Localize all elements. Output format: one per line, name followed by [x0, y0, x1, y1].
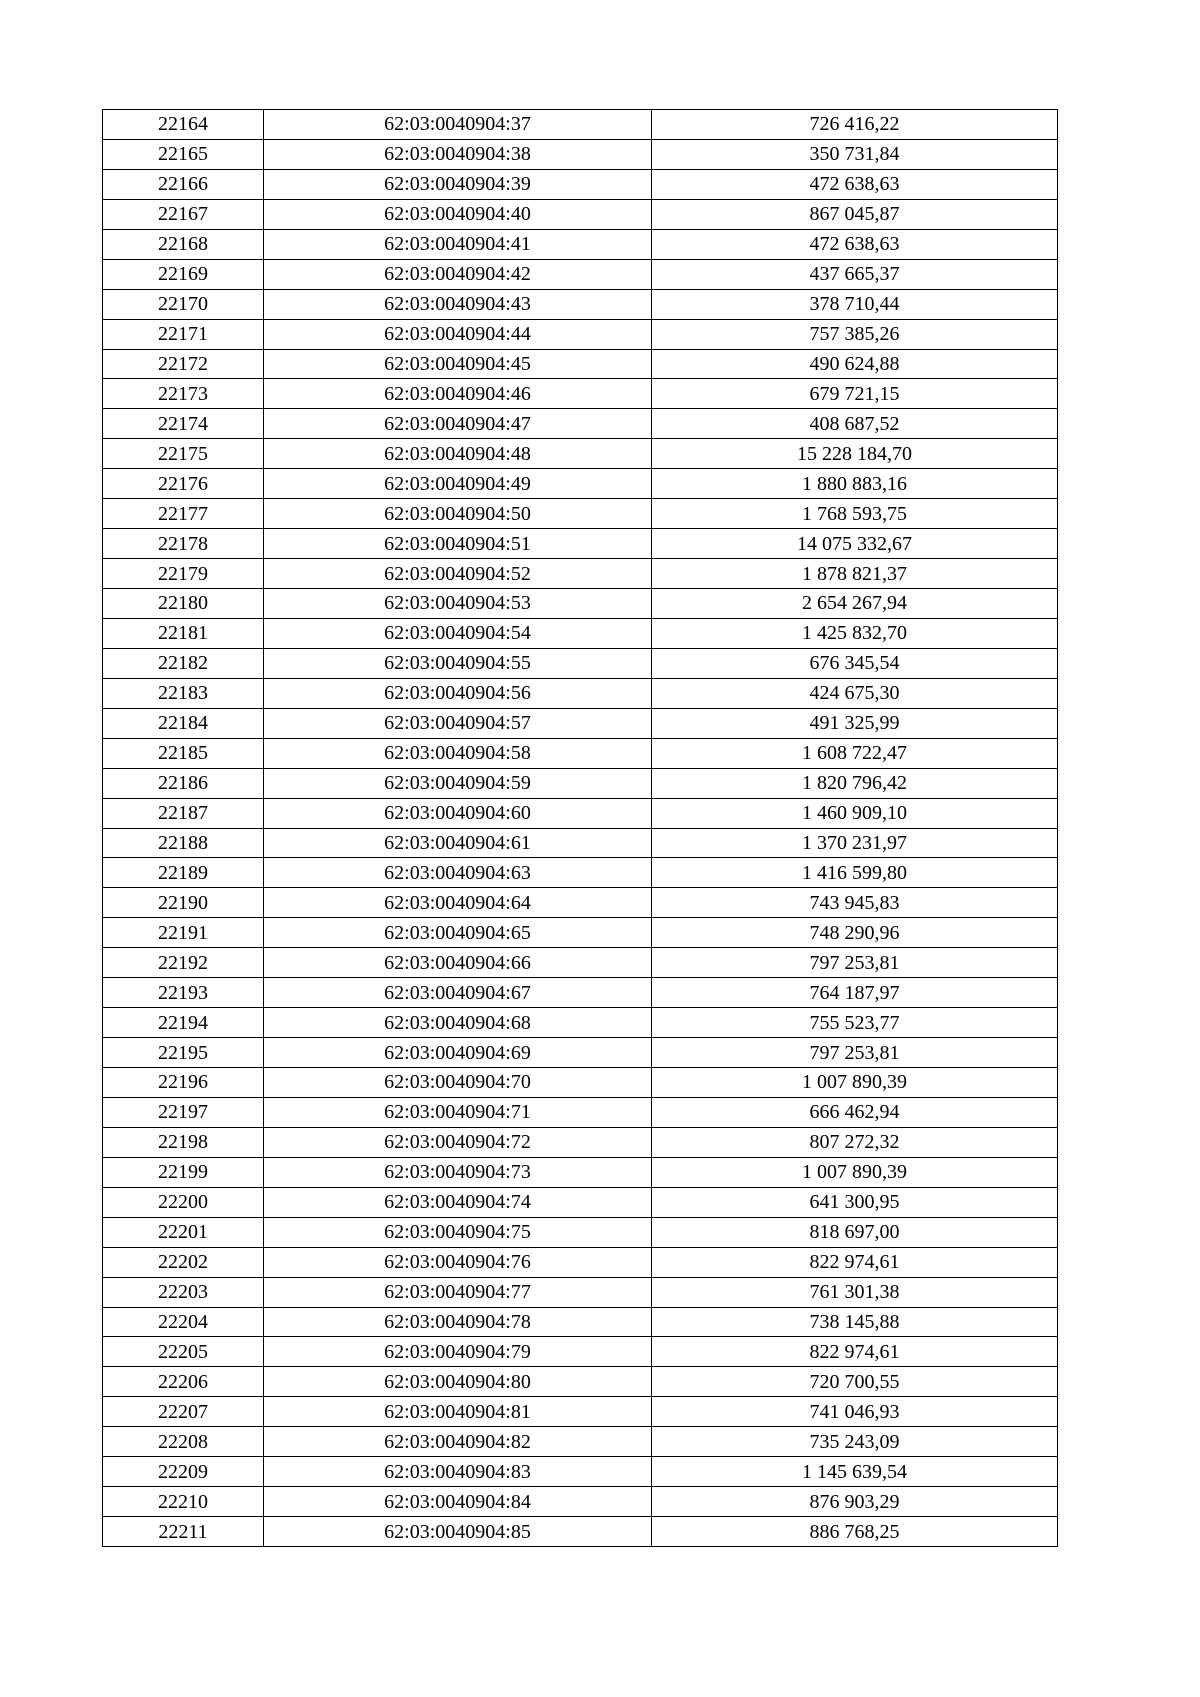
table-row: [103, 1517, 1058, 1547]
cadastral-number-cell: 62:03:0040904:57: [264, 708, 652, 738]
cadastral-number-cell: 62:03:0040904:80: [264, 1367, 652, 1397]
row-number-cell: 22191: [103, 918, 264, 948]
cadastral-number-cell: 62:03:0040904:59: [264, 768, 652, 798]
table-row: [103, 888, 1058, 918]
cadastral-number-cell: 62:03:0040904:71: [264, 1097, 652, 1127]
value-cell: 1 878 821,37: [652, 559, 1058, 589]
table-row: [103, 708, 1058, 738]
row-number-cell: 22203: [103, 1277, 264, 1307]
cadastral-number-cell: 62:03:0040904:37: [264, 110, 652, 140]
value-cell: 1 145 639,54: [652, 1457, 1058, 1487]
table-row: [103, 618, 1058, 648]
table-row: [103, 648, 1058, 678]
table-row: [103, 229, 1058, 259]
value-cell: 886 768,25: [652, 1517, 1058, 1547]
value-cell: 726 416,22: [652, 110, 1058, 140]
value-cell: 1 007 890,39: [652, 1068, 1058, 1098]
cadastral-number-cell: 62:03:0040904:43: [264, 289, 652, 319]
table-row: [103, 948, 1058, 978]
row-number-cell: 22169: [103, 259, 264, 289]
value-cell: 490 624,88: [652, 349, 1058, 379]
row-number-cell: 22176: [103, 469, 264, 499]
table-row: [103, 469, 1058, 499]
row-number-cell: 22207: [103, 1397, 264, 1427]
value-cell: 807 272,32: [652, 1127, 1058, 1157]
cadastral-number-cell: 62:03:0040904:83: [264, 1457, 652, 1487]
cadastral-number-cell: 62:03:0040904:42: [264, 259, 652, 289]
cadastral-number-cell: 62:03:0040904:69: [264, 1038, 652, 1068]
table-row: [103, 1008, 1058, 1038]
value-cell: 14 075 332,67: [652, 529, 1058, 559]
row-number-cell: 22173: [103, 379, 264, 409]
value-cell: 472 638,63: [652, 229, 1058, 259]
value-cell: 867 045,87: [652, 199, 1058, 229]
value-cell: 822 974,61: [652, 1337, 1058, 1367]
cadastral-number-cell: 62:03:0040904:52: [264, 559, 652, 589]
value-cell: 1 425 832,70: [652, 618, 1058, 648]
row-number-cell: 22184: [103, 708, 264, 738]
cadastral-number-cell: 62:03:0040904:76: [264, 1247, 652, 1277]
row-number-cell: 22200: [103, 1187, 264, 1217]
row-number-cell: 22175: [103, 439, 264, 469]
row-number-cell: 22196: [103, 1068, 264, 1098]
cadastral-number-cell: 62:03:0040904:64: [264, 888, 652, 918]
table-row: [103, 379, 1058, 409]
table-row: [103, 978, 1058, 1008]
cadastral-number-cell: 62:03:0040904:56: [264, 678, 652, 708]
row-number-cell: 22209: [103, 1457, 264, 1487]
row-number-cell: 22171: [103, 319, 264, 349]
cadastral-number-cell: 62:03:0040904:77: [264, 1277, 652, 1307]
value-cell: 741 046,93: [652, 1397, 1058, 1427]
row-number-cell: 22178: [103, 529, 264, 559]
value-cell: 676 345,54: [652, 648, 1058, 678]
table-row: [103, 1038, 1058, 1068]
table-row: [103, 1247, 1058, 1277]
table-row: [103, 1277, 1058, 1307]
row-number-cell: 22181: [103, 618, 264, 648]
table-row: [103, 199, 1058, 229]
row-number-cell: 22205: [103, 1337, 264, 1367]
cadastral-number-cell: 62:03:0040904:47: [264, 409, 652, 439]
row-number-cell: 22182: [103, 648, 264, 678]
table-row: [103, 1307, 1058, 1337]
cadastral-number-cell: 62:03:0040904:55: [264, 648, 652, 678]
cadastral-number-cell: 62:03:0040904:50: [264, 499, 652, 529]
cadastral-number-cell: 62:03:0040904:74: [264, 1187, 652, 1217]
cadastral-number-cell: 62:03:0040904:68: [264, 1008, 652, 1038]
table-row: [103, 349, 1058, 379]
row-number-cell: 22195: [103, 1038, 264, 1068]
cadastral-number-cell: 62:03:0040904:73: [264, 1157, 652, 1187]
table-row: [103, 768, 1058, 798]
row-number-cell: 22168: [103, 229, 264, 259]
cadastral-number-cell: 62:03:0040904:70: [264, 1068, 652, 1098]
row-number-cell: 22206: [103, 1367, 264, 1397]
cadastral-number-cell: 62:03:0040904:78: [264, 1307, 652, 1337]
cadastral-number-cell: 62:03:0040904:81: [264, 1397, 652, 1427]
cadastral-number-cell: 62:03:0040904:48: [264, 439, 652, 469]
row-number-cell: 22210: [103, 1487, 264, 1517]
table-row: [103, 1337, 1058, 1367]
row-number-cell: 22192: [103, 948, 264, 978]
cadastral-number-cell: 62:03:0040904:63: [264, 858, 652, 888]
row-number-cell: 22185: [103, 738, 264, 768]
table-row: [103, 1157, 1058, 1187]
value-cell: 822 974,61: [652, 1247, 1058, 1277]
row-number-cell: 22202: [103, 1247, 264, 1277]
table-row: [103, 1127, 1058, 1157]
table-row: [103, 738, 1058, 768]
cadastral-number-cell: 62:03:0040904:46: [264, 379, 652, 409]
row-number-cell: 22172: [103, 349, 264, 379]
row-number-cell: 22197: [103, 1097, 264, 1127]
value-cell: 735 243,09: [652, 1427, 1058, 1457]
cadastral-number-cell: 62:03:0040904:53: [264, 589, 652, 619]
cadastral-number-cell: 62:03:0040904:49: [264, 469, 652, 499]
table-row: [103, 1068, 1058, 1098]
value-cell: 797 253,81: [652, 1038, 1058, 1068]
cadastral-number-cell: 62:03:0040904:39: [264, 169, 652, 199]
row-number-cell: 22211: [103, 1517, 264, 1547]
row-number-cell: 22164: [103, 110, 264, 140]
cadastral-value-table: [102, 109, 1058, 1547]
value-cell: 797 253,81: [652, 948, 1058, 978]
row-number-cell: 22201: [103, 1217, 264, 1247]
cadastral-number-cell: 62:03:0040904:58: [264, 738, 652, 768]
row-number-cell: 22208: [103, 1427, 264, 1457]
table-row: [103, 319, 1058, 349]
row-number-cell: 22180: [103, 589, 264, 619]
value-cell: 755 523,77: [652, 1008, 1058, 1038]
value-cell: 1 370 231,97: [652, 828, 1058, 858]
cadastral-number-cell: 62:03:0040904:79: [264, 1337, 652, 1367]
cadastral-number-cell: 62:03:0040904:60: [264, 798, 652, 828]
row-number-cell: 22189: [103, 858, 264, 888]
table-row: [103, 559, 1058, 589]
value-cell: 378 710,44: [652, 289, 1058, 319]
value-cell: 641 300,95: [652, 1187, 1058, 1217]
row-number-cell: 22188: [103, 828, 264, 858]
table-row: [103, 439, 1058, 469]
table-row: [103, 110, 1058, 140]
table-row: [103, 409, 1058, 439]
cadastral-number-cell: 62:03:0040904:65: [264, 918, 652, 948]
value-cell: 738 145,88: [652, 1307, 1058, 1337]
value-cell: 876 903,29: [652, 1487, 1058, 1517]
value-cell: 350 731,84: [652, 139, 1058, 169]
row-number-cell: 22193: [103, 978, 264, 1008]
cadastral-number-cell: 62:03:0040904:40: [264, 199, 652, 229]
table-row: [103, 499, 1058, 529]
value-cell: 666 462,94: [652, 1097, 1058, 1127]
value-cell: 748 290,96: [652, 918, 1058, 948]
value-cell: 1 608 722,47: [652, 738, 1058, 768]
table-row: [103, 1097, 1058, 1127]
table-row: [103, 589, 1058, 619]
row-number-cell: 22186: [103, 768, 264, 798]
table-row: [103, 1397, 1058, 1427]
cadastral-number-cell: 62:03:0040904:85: [264, 1517, 652, 1547]
row-number-cell: 22199: [103, 1157, 264, 1187]
row-number-cell: 22166: [103, 169, 264, 199]
value-cell: 818 697,00: [652, 1217, 1058, 1247]
cadastral-number-cell: 62:03:0040904:84: [264, 1487, 652, 1517]
value-cell: 408 687,52: [652, 409, 1058, 439]
row-number-cell: 22198: [103, 1127, 264, 1157]
table-row: [103, 678, 1058, 708]
value-cell: 424 675,30: [652, 678, 1058, 708]
value-cell: 472 638,63: [652, 169, 1058, 199]
table-row: [103, 169, 1058, 199]
cadastral-number-cell: 62:03:0040904:44: [264, 319, 652, 349]
value-cell: 437 665,37: [652, 259, 1058, 289]
table-row: [103, 1367, 1058, 1397]
table-row: [103, 1217, 1058, 1247]
table-row: [103, 828, 1058, 858]
table-body: [103, 110, 1058, 1547]
table-row: [103, 289, 1058, 319]
value-cell: 720 700,55: [652, 1367, 1058, 1397]
row-number-cell: 22174: [103, 409, 264, 439]
row-number-cell: 22165: [103, 139, 264, 169]
row-number-cell: 22183: [103, 678, 264, 708]
cadastral-number-cell: 62:03:0040904:41: [264, 229, 652, 259]
value-cell: 757 385,26: [652, 319, 1058, 349]
cadastral-number-cell: 62:03:0040904:66: [264, 948, 652, 978]
value-cell: 1 820 796,42: [652, 768, 1058, 798]
row-number-cell: 22177: [103, 499, 264, 529]
row-number-cell: 22170: [103, 289, 264, 319]
cadastral-number-cell: 62:03:0040904:67: [264, 978, 652, 1008]
value-cell: 1 768 593,75: [652, 499, 1058, 529]
value-cell: 764 187,97: [652, 978, 1058, 1008]
row-number-cell: 22194: [103, 1008, 264, 1038]
value-cell: 15 228 184,70: [652, 439, 1058, 469]
cadastral-number-cell: 62:03:0040904:82: [264, 1427, 652, 1457]
cadastral-number-cell: 62:03:0040904:45: [264, 349, 652, 379]
row-number-cell: 22204: [103, 1307, 264, 1337]
table-row: [103, 1487, 1058, 1517]
value-cell: 761 301,38: [652, 1277, 1058, 1307]
table-row: [103, 1457, 1058, 1487]
cadastral-number-cell: 62:03:0040904:61: [264, 828, 652, 858]
table-row: [103, 858, 1058, 888]
value-cell: 491 325,99: [652, 708, 1058, 738]
row-number-cell: 22179: [103, 559, 264, 589]
cadastral-number-cell: 62:03:0040904:54: [264, 618, 652, 648]
value-cell: 743 945,83: [652, 888, 1058, 918]
value-cell: 1 460 909,10: [652, 798, 1058, 828]
cadastral-number-cell: 62:03:0040904:51: [264, 529, 652, 559]
row-number-cell: 22190: [103, 888, 264, 918]
value-cell: 679 721,15: [652, 379, 1058, 409]
table-row: [103, 918, 1058, 948]
table-row: [103, 1187, 1058, 1217]
row-number-cell: 22187: [103, 798, 264, 828]
cadastral-number-cell: 62:03:0040904:38: [264, 139, 652, 169]
value-cell: 2 654 267,94: [652, 589, 1058, 619]
cadastral-number-cell: 62:03:0040904:72: [264, 1127, 652, 1157]
cadastral-number-cell: 62:03:0040904:75: [264, 1217, 652, 1247]
table-row: [103, 139, 1058, 169]
value-cell: 1 416 599,80: [652, 858, 1058, 888]
table-row: [103, 259, 1058, 289]
value-cell: 1 007 890,39: [652, 1157, 1058, 1187]
value-cell: 1 880 883,16: [652, 469, 1058, 499]
row-number-cell: 22167: [103, 199, 264, 229]
table-row: [103, 1427, 1058, 1457]
table-row: [103, 529, 1058, 559]
table-row: [103, 798, 1058, 828]
